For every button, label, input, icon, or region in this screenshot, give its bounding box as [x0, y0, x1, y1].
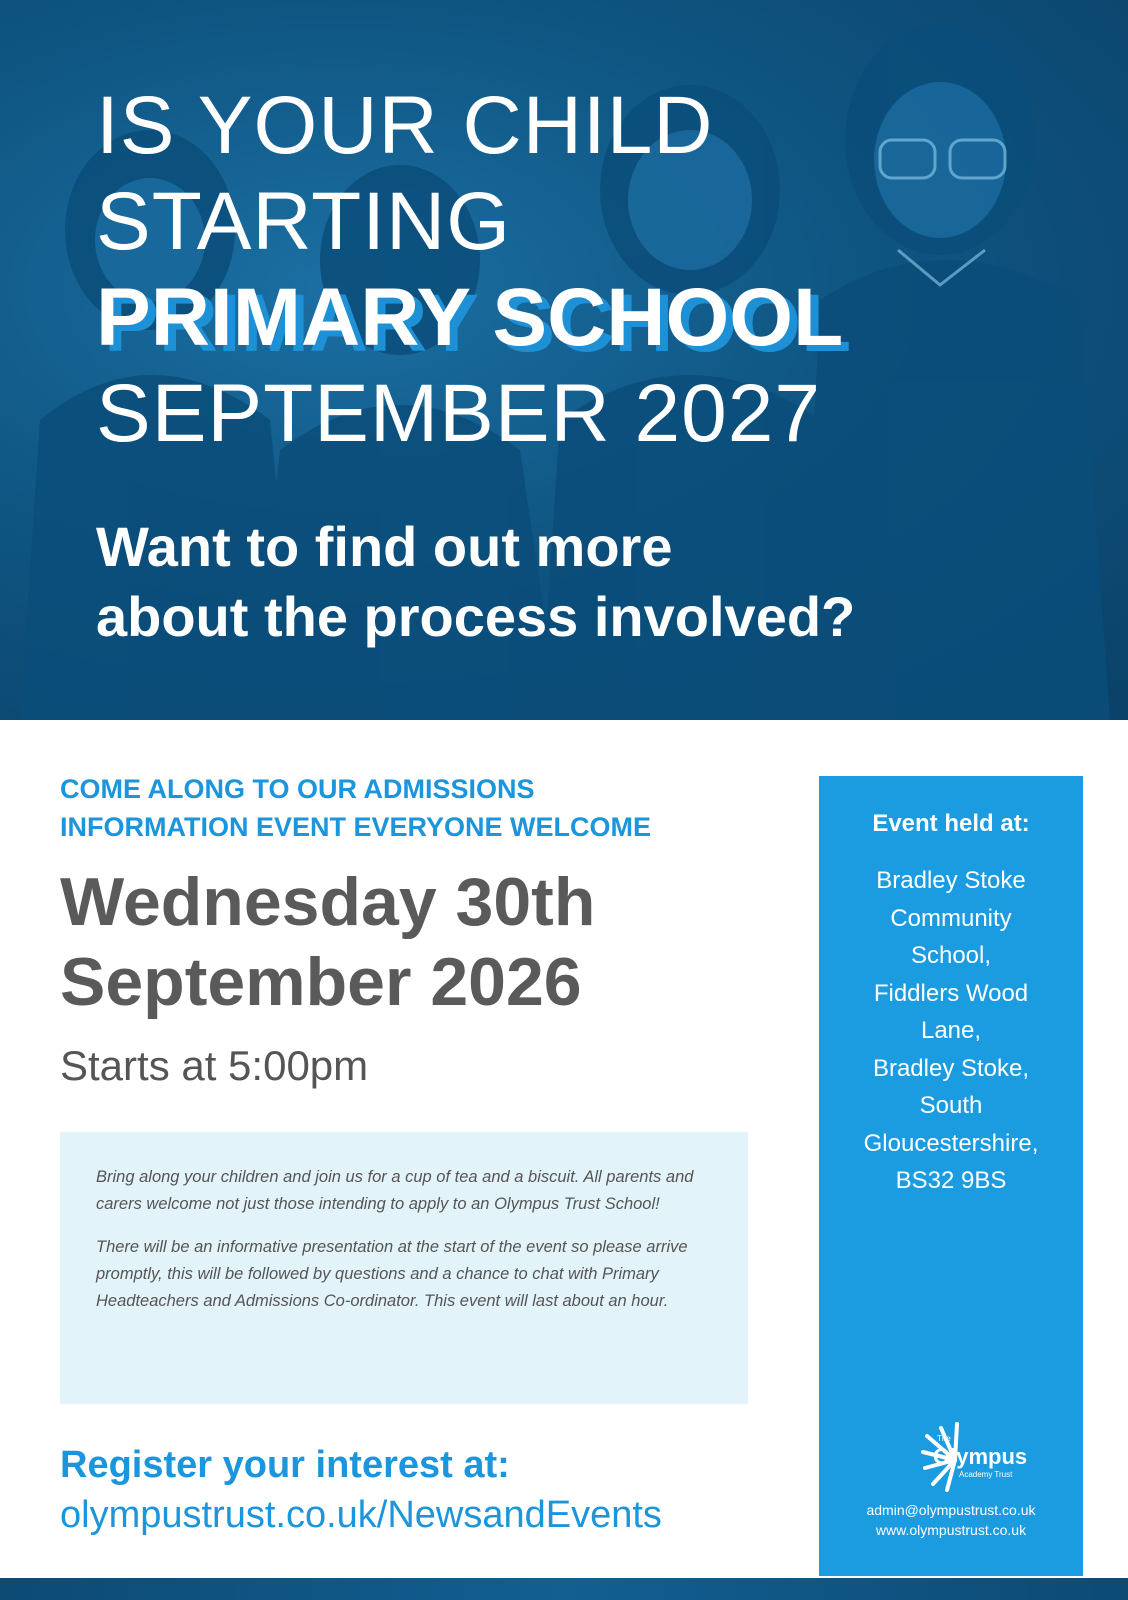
- contact-details: [819, 1500, 1083, 1540]
- hero-banner: [0, 0, 1128, 720]
- date-line-2: September 2026: [60, 944, 582, 1020]
- logo-name: Olympus: [933, 1444, 1028, 1469]
- address-line: Fiddlers Wood: [873, 979, 1029, 1007]
- info-paragraph-2: There will be an informative presentation at the start of the event so please arrive promptly, this will be followed by questions and a chance to chat with Primary Headteachers and Admissions Co-ordinator. This event will last about an hour.: [96, 1238, 688, 1310]
- question-line-1: Want to find out more: [96, 515, 673, 578]
- bottom-strip: [0, 1578, 1128, 1600]
- register-section: [60, 1440, 662, 1540]
- hero-question: [96, 512, 855, 652]
- address-line: Bradley Stoke,: [872, 1054, 1030, 1082]
- address-line: Lane,: [920, 1017, 982, 1044]
- logo-post-text: Academy Trust: [959, 1470, 1013, 1479]
- headline-line-3: PRIMARY SCHOOL: [96, 272, 844, 363]
- kicker-line-1: COME ALONG TO OUR ADMISSIONS: [60, 774, 535, 804]
- register-title: Register your interest at:: [60, 1444, 510, 1486]
- event-kicker: [60, 770, 760, 846]
- venue-title: Event held at:: [872, 810, 1030, 837]
- question-line-2: about the process involved?: [96, 585, 856, 648]
- logo-pre-text: The: [937, 1434, 951, 1443]
- olympus-logo: [881, 1422, 1028, 1500]
- headline-line-2: STARTING: [96, 176, 511, 267]
- event-date: [60, 862, 760, 1022]
- date-line-1: Wednesday 30th: [60, 864, 596, 940]
- contact-website[interactable]: www.olympustrust.co.uk: [875, 1522, 1027, 1538]
- address-line: South: [919, 1092, 983, 1119]
- info-paragraph-1: Bring along your children and join us for a cup of tea and a biscuit. All parents and carers welcome not just those intending to apply to an Olympus Trust School!: [96, 1168, 694, 1213]
- address-line: Gloucestershire,: [863, 1129, 1039, 1157]
- address-line: Community: [890, 904, 1012, 932]
- kicker-line-2: INFORMATION EVENT EVERYONE WELCOME: [60, 812, 652, 842]
- venue-panel: [819, 776, 1083, 1576]
- venue-address: [819, 862, 1083, 1200]
- info-box: [60, 1132, 748, 1404]
- event-start-time: Starts at 5:00pm: [60, 1042, 369, 1089]
- event-details: [60, 770, 760, 1090]
- contact-email[interactable]: admin@olympustrust.co.uk: [866, 1502, 1036, 1518]
- address-line: Bradley Stoke: [876, 867, 1026, 894]
- hero-headline: [96, 78, 843, 462]
- address-line: School,: [910, 942, 992, 969]
- register-link[interactable]: olympustrust.co.uk/NewsandEvents: [60, 1494, 662, 1536]
- headline-line-1: IS YOUR CHILD: [96, 80, 714, 171]
- address-line: BS32 9BS: [895, 1167, 1007, 1194]
- headline-line-4: SEPTEMBER 2027: [96, 368, 821, 459]
